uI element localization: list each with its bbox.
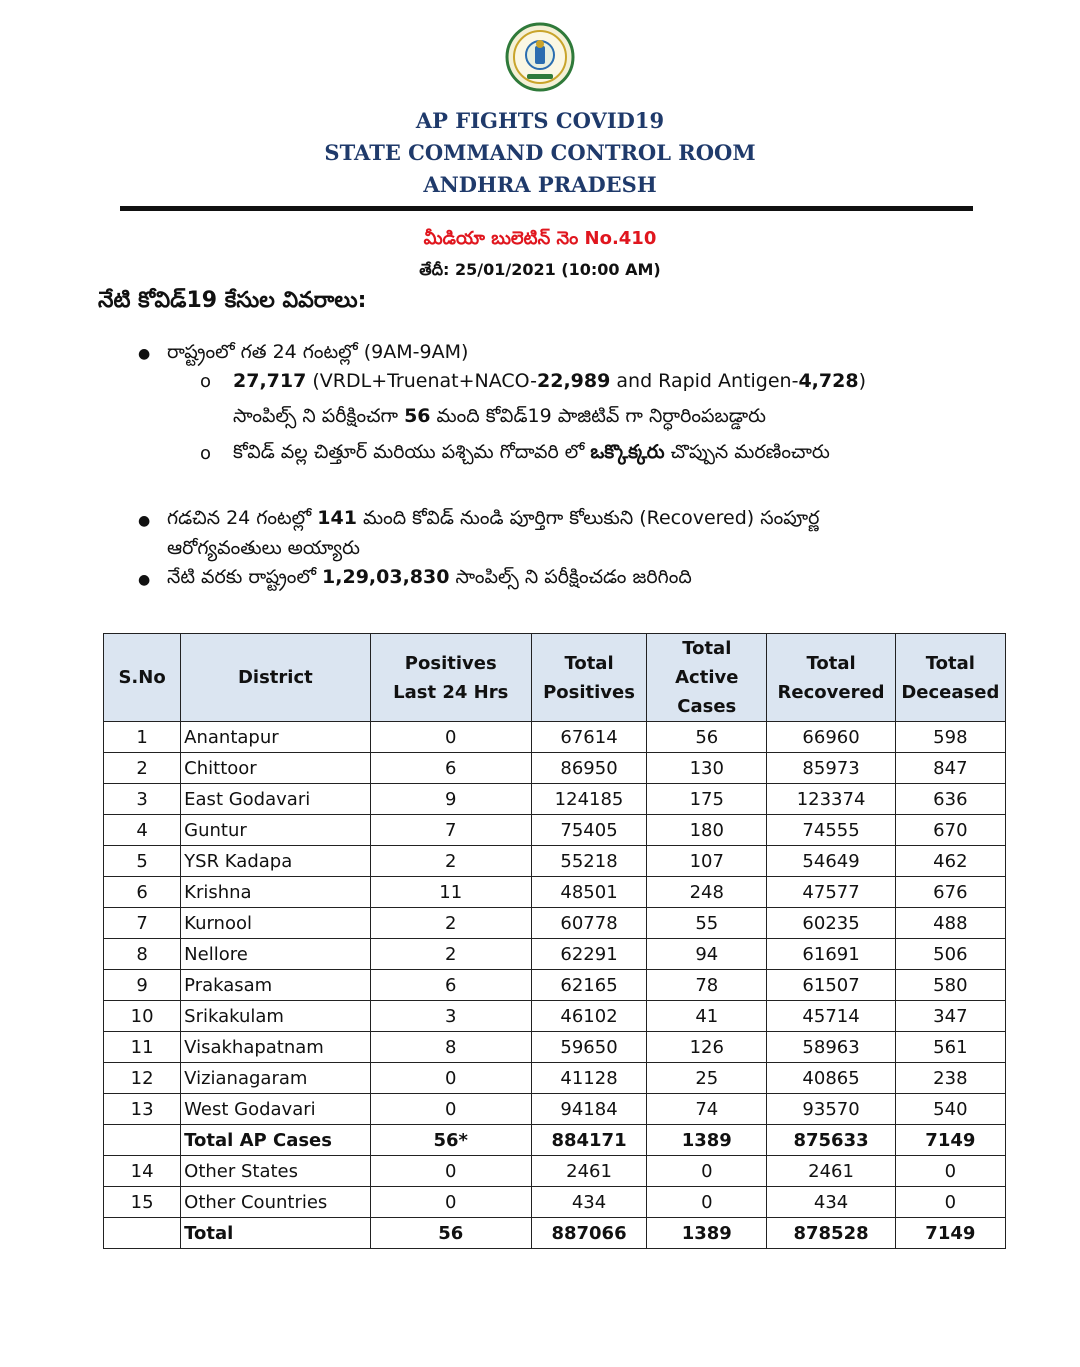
cell-active-cases: 130 <box>647 753 767 784</box>
total-samples-desc-b: సాంపిల్స్ ని పరీక్షించడం జరిగింది <box>449 566 692 588</box>
cell-active-cases: 94 <box>647 939 767 970</box>
table-row <box>104 877 1006 908</box>
cell-positives-24h: 0 <box>370 722 531 753</box>
total-samples-count: 1,29,03,830 <box>322 566 450 588</box>
cell-sno: 1 <box>104 722 181 753</box>
cell-district: Srikakulam <box>181 1001 370 1032</box>
cell-positives-24h: 56* <box>370 1125 531 1156</box>
cell-recovered: 85973 <box>767 753 895 784</box>
cell-district: Guntur <box>181 815 370 846</box>
sub-bullet-marker: o <box>200 371 212 392</box>
cell-active-cases: 56 <box>647 722 767 753</box>
table-row <box>104 815 1006 846</box>
rat-count: 4,728 <box>798 370 859 392</box>
cell-positives-24h: 6 <box>370 970 531 1001</box>
cell-recovered: 74555 <box>767 815 895 846</box>
bulletin-title: మీడియా బులెటిన్ నెం No.410 <box>423 228 657 249</box>
section-heading: నేటి కోవిడ్19 కేసుల వివరాలు: <box>98 288 367 313</box>
cell-deceased: 506 <box>895 939 1005 970</box>
cell-active-cases: 0 <box>647 1187 767 1218</box>
cell-total-positives: 94184 <box>531 1094 646 1125</box>
cell-active-cases: 41 <box>647 1001 767 1032</box>
cell-district: Total <box>181 1218 370 1249</box>
cell-sno: 10 <box>104 1001 181 1032</box>
cell-recovered: 93570 <box>767 1094 895 1125</box>
cell-positives-24h: 9 <box>370 784 531 815</box>
cell-recovered: 875633 <box>767 1125 895 1156</box>
cell-sno: 5 <box>104 846 181 877</box>
cell-positives-24h: 2 <box>370 939 531 970</box>
cell-active-cases: 1389 <box>647 1125 767 1156</box>
cell-positives-24h: 0 <box>370 1156 531 1187</box>
recovered-desc-a: గడచిన 24 గంటల్లో <box>167 507 318 529</box>
cell-sno <box>104 1218 181 1249</box>
cell-recovered: 60235 <box>767 908 895 939</box>
table-row <box>104 1063 1006 1094</box>
table-row <box>104 753 1006 784</box>
cell-positives-24h: 0 <box>370 1094 531 1125</box>
cell-district: East Godavari <box>181 784 370 815</box>
cell-district: Anantapur <box>181 722 370 753</box>
sub-bullet-marker: o <box>200 443 212 464</box>
naco-count: 22,989 <box>537 370 611 392</box>
cell-total-positives: 55218 <box>531 846 646 877</box>
cell-total-positives: 62291 <box>531 939 646 970</box>
table-row <box>104 784 1006 815</box>
cell-active-cases: 74 <box>647 1094 767 1125</box>
cell-total-positives: 75405 <box>531 815 646 846</box>
cell-sno <box>104 1125 181 1156</box>
table-row <box>104 1218 1006 1249</box>
cell-deceased: 676 <box>895 877 1005 908</box>
deaths-desc-b: చొప్పున మరణించారు <box>664 441 830 463</box>
cell-recovered: 878528 <box>767 1218 895 1249</box>
bullet-3-text <box>167 566 692 593</box>
cell-active-cases: 180 <box>647 815 767 846</box>
table-row <box>104 970 1006 1001</box>
cell-district: Prakasam <box>181 970 370 1001</box>
cell-deceased: 636 <box>895 784 1005 815</box>
cell-recovered: 61691 <box>767 939 895 970</box>
sub-bullet-1-line-2 <box>233 405 766 432</box>
bullet-2-line-1 <box>167 507 819 534</box>
cell-deceased: 847 <box>895 753 1005 784</box>
cell-total-positives: 41128 <box>531 1063 646 1094</box>
positives-count: 56 <box>404 405 431 427</box>
cell-total-positives: 884171 <box>531 1125 646 1156</box>
bullet-dot: ● <box>138 346 151 362</box>
cell-active-cases: 126 <box>647 1032 767 1063</box>
cell-positives-24h: 56 <box>370 1218 531 1249</box>
cell-active-cases: 1389 <box>647 1218 767 1249</box>
cell-total-positives: 124185 <box>531 784 646 815</box>
cell-total-positives: 48501 <box>531 877 646 908</box>
col-header-positives-24h: Positives Last 24 Hrs <box>370 634 531 722</box>
cell-positives-24h: 0 <box>370 1187 531 1218</box>
table-row <box>104 722 1006 753</box>
cell-total-positives: 46102 <box>531 1001 646 1032</box>
cell-recovered: 40865 <box>767 1063 895 1094</box>
cell-total-positives: 434 <box>531 1187 646 1218</box>
cell-sno: 4 <box>104 815 181 846</box>
samples-desc-b: మంది కోవిడ్19 పాజిటివ్ గా నిర్ధారింపబడ్డారు <box>430 405 766 427</box>
bullet-2-line-2: ఆరోగ్యవంతులు అయ్యారు <box>167 537 360 559</box>
cell-sno: 15 <box>104 1187 181 1218</box>
tests-desc-c: ) <box>858 370 866 392</box>
cell-deceased: 347 <box>895 1001 1005 1032</box>
cell-recovered: 61507 <box>767 970 895 1001</box>
cell-district: Other Countries <box>181 1187 370 1218</box>
table-header-row <box>104 634 1006 722</box>
cell-deceased: 238 <box>895 1063 1005 1094</box>
cell-deceased: 561 <box>895 1032 1005 1063</box>
bulletin-date <box>0 260 1080 283</box>
table-row <box>104 908 1006 939</box>
bullet-dot: ● <box>138 572 151 588</box>
cell-recovered: 54649 <box>767 846 895 877</box>
header-line-1: AP FIGHTS COVID19 <box>415 108 665 133</box>
cell-recovered: 45714 <box>767 1001 895 1032</box>
deaths-desc-a: కోవిడ్ వల్ల చిత్తూర్ మరియు పశ్చిమ గోదావరి లో <box>233 441 591 463</box>
cell-deceased: 580 <box>895 970 1005 1001</box>
recovered-desc-b: మంది కోవిడ్ నుండి పూర్తిగా కోలుకుని (Recovered) సంపూర్ణ <box>356 507 820 529</box>
cell-active-cases: 55 <box>647 908 767 939</box>
cell-positives-24h: 2 <box>370 908 531 939</box>
cell-positives-24h: 3 <box>370 1001 531 1032</box>
cell-district: Visakhapatnam <box>181 1032 370 1063</box>
date-label: తేదీ <box>419 260 444 279</box>
cell-sno: 8 <box>104 939 181 970</box>
cell-sno: 9 <box>104 970 181 1001</box>
tests-count: 27,717 <box>233 370 307 392</box>
bullet-1-text: రాష్ట్రంలో గత 24 గంటల్లో (9AM-9AM) <box>167 341 469 363</box>
header-line-2: STATE COMMAND CONTROL ROOM <box>324 140 756 165</box>
cell-deceased: 540 <box>895 1094 1005 1125</box>
cell-total-positives: 67614 <box>531 722 646 753</box>
cell-active-cases: 0 <box>647 1156 767 1187</box>
cell-total-positives: 86950 <box>531 753 646 784</box>
samples-desc-a: సాంపిల్స్ ని పరీక్షించగా <box>233 405 405 427</box>
table-row <box>104 1094 1006 1125</box>
cell-deceased: 488 <box>895 908 1005 939</box>
table-row <box>104 1187 1006 1218</box>
cell-sno: 7 <box>104 908 181 939</box>
total-samples-desc-a: నేటి వరకు రాష్ట్రంలో <box>167 566 323 588</box>
cell-sno: 11 <box>104 1032 181 1063</box>
cell-active-cases: 25 <box>647 1063 767 1094</box>
ap-state-emblem-icon <box>505 22 575 92</box>
header-line-3: ANDHRA PRADESH <box>423 172 657 197</box>
cell-sno: 6 <box>104 877 181 908</box>
table-row <box>104 1125 1006 1156</box>
table-row <box>104 1001 1006 1032</box>
cell-recovered: 2461 <box>767 1156 895 1187</box>
table-row <box>104 846 1006 877</box>
cell-deceased: 7149 <box>895 1218 1005 1249</box>
cell-recovered: 58963 <box>767 1032 895 1063</box>
district-cases-table <box>103 633 1006 1249</box>
cell-total-positives: 887066 <box>531 1218 646 1249</box>
cell-district: Kurnool <box>181 908 370 939</box>
cell-sno: 2 <box>104 753 181 784</box>
col-header-recovered: Total Recovered <box>767 634 895 722</box>
cell-total-positives: 59650 <box>531 1032 646 1063</box>
cell-total-positives: 60778 <box>531 908 646 939</box>
col-header-district: District <box>181 634 370 722</box>
table-row <box>104 1032 1006 1063</box>
cell-deceased: 0 <box>895 1156 1005 1187</box>
cell-district: Total AP Cases <box>181 1125 370 1156</box>
sub-bullet-1-line-1 <box>233 370 866 392</box>
deaths-bold: ఒక్కొక్కరు <box>590 441 665 463</box>
sub-bullet-2-text <box>233 441 830 468</box>
cell-recovered: 66960 <box>767 722 895 753</box>
cell-total-positives: 2461 <box>531 1156 646 1187</box>
cell-active-cases: 78 <box>647 970 767 1001</box>
cell-positives-24h: 7 <box>370 815 531 846</box>
cell-positives-24h: 0 <box>370 1063 531 1094</box>
header-divider <box>120 206 973 211</box>
cell-deceased: 598 <box>895 722 1005 753</box>
col-header-active-cases: Total Active Cases <box>647 634 767 722</box>
cell-total-positives: 62165 <box>531 970 646 1001</box>
cell-district: YSR Kadapa <box>181 846 370 877</box>
cell-sno: 13 <box>104 1094 181 1125</box>
date-value: : 25/01/2021 (10:00 AM) <box>443 260 661 279</box>
tests-desc-b: and Rapid Antigen- <box>610 370 799 392</box>
cell-positives-24h: 6 <box>370 753 531 784</box>
cell-active-cases: 175 <box>647 784 767 815</box>
cell-deceased: 0 <box>895 1187 1005 1218</box>
cell-recovered: 434 <box>767 1187 895 1218</box>
col-header-deceased: Total Deceased <box>895 634 1005 722</box>
cell-deceased: 462 <box>895 846 1005 877</box>
bullet-dot: ● <box>138 513 151 529</box>
cell-recovered: 47577 <box>767 877 895 908</box>
cell-district: Nellore <box>181 939 370 970</box>
cell-district: Krishna <box>181 877 370 908</box>
col-header-sno: S.No <box>104 634 181 722</box>
cell-recovered: 123374 <box>767 784 895 815</box>
cell-district: Chittoor <box>181 753 370 784</box>
cell-sno: 14 <box>104 1156 181 1187</box>
cell-district: West Godavari <box>181 1094 370 1125</box>
cell-district: Other States <box>181 1156 370 1187</box>
cell-positives-24h: 11 <box>370 877 531 908</box>
cell-active-cases: 248 <box>647 877 767 908</box>
table-row <box>104 939 1006 970</box>
cell-positives-24h: 8 <box>370 1032 531 1063</box>
cell-deceased: 7149 <box>895 1125 1005 1156</box>
cell-positives-24h: 2 <box>370 846 531 877</box>
table-row <box>104 1156 1006 1187</box>
cell-district: Vizianagaram <box>181 1063 370 1094</box>
tests-desc-a: (VRDL+Truenat+NACO- <box>306 370 538 392</box>
recovered-count: 141 <box>317 507 357 529</box>
cell-deceased: 670 <box>895 815 1005 846</box>
cell-sno: 3 <box>104 784 181 815</box>
cell-sno: 12 <box>104 1063 181 1094</box>
col-header-total-positives: Total Positives <box>531 634 646 722</box>
cell-active-cases: 107 <box>647 846 767 877</box>
